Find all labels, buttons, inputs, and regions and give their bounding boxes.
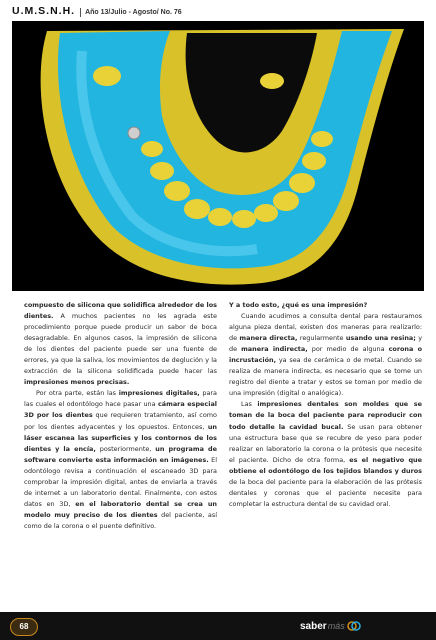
text-run: y de	[229, 334, 422, 354]
text-run: Cuando acudimos a consulta dental para restauramos alguna pieza dental, existen dos maneras para realizarlo: de	[229, 312, 422, 343]
text-run: de la boca del paciente para la elaboración de las prótesis dentales y coronas que el paciente necesite para completar la estructura dental de su cavidad oral.	[229, 477, 422, 508]
bold-text: impresiones menos precisas.	[24, 378, 130, 387]
header-divider	[80, 8, 81, 17]
bold-text: manera indirecta,	[241, 345, 308, 354]
text-run: para las cuales el odontólogo hace pasar una	[24, 389, 218, 409]
left-text-column	[24, 300, 217, 532]
bold-text: impresiones dentales son moldes que se toman de la boca del paciente para reproducir con todo detalle la cavidad bucal.	[229, 400, 422, 431]
bold-text: impresiones digitales,	[118, 389, 200, 398]
section-heading: Y a todo esto, ¿qué es una impresión?	[229, 301, 368, 309]
bold-text: corona o incrustación,	[229, 345, 422, 365]
logo-word-1: saber	[300, 620, 327, 632]
page-number: 68	[10, 618, 38, 636]
text-run: Las	[241, 400, 258, 409]
text-run: A muchos pacientes no les agrada este procedimiento porque puede producir un sabor de boca desagradable. En algunos casos, la impresión de silicona de los dientes del paciente puede ser una fuente de errores, ya que la saliva, los movimientos de deglución y la extracción de la silicona solidificada puede hacer las	[24, 312, 217, 376]
bold-text: en el laboratorio dental se crea un modelo muy preciso de los dientes	[24, 499, 217, 519]
bold-text: un programa de software convierte esta información en imágenes.	[24, 444, 217, 464]
text-run: del paciente, así como de la corona o el puente definitivo.	[24, 510, 217, 530]
text-run: Por otra parte, están las	[36, 389, 119, 398]
text-run: El odontólogo revisa a continuación el escaneado 3D para comprobar la impresión digital, antes de enviarla a través de internet a un laboratorio dental. Finalmente, con estos datos en 3D,	[24, 455, 217, 508]
bold-text: un láser escanea las superficies y los contornos de los dientes y la encía,	[24, 422, 217, 453]
publication-brand: U.M.S.N.H.	[12, 5, 76, 17]
text-run: que requieren tratamiento, así como por los dientes adyacentes y los opuestos. Entonces,	[24, 411, 217, 431]
dental-impression-photo	[12, 21, 424, 291]
page-footer	[0, 612, 436, 640]
bold-text: compuesto de silicona que solidifica alrededor de los dientes.	[24, 301, 217, 321]
logo-mark-icon	[347, 619, 361, 633]
running-header	[12, 5, 424, 19]
bold-text: cámara especial 3D por los dientes	[24, 400, 217, 420]
paragraph	[229, 399, 422, 509]
dental-impression-illustration	[12, 21, 424, 291]
bold-text: manera directa,	[239, 334, 298, 343]
paragraph	[24, 388, 217, 532]
bold-text: es el negativo que obtiene el odontólogo de los tejidos blandos y duros	[229, 455, 422, 475]
text-run: ya sea de cerámica o de metal. Cuando se realiza de manera indirecta, es necesario que se tome un registro del diente a tratar y estos se toman por medio de una impresión (digital o analógica).	[229, 356, 422, 398]
logo-word-2: más	[327, 621, 345, 631]
right-text-column	[229, 300, 422, 510]
issue-info: Año 13/Julio - Agosto/ No. 76	[85, 9, 182, 16]
paragraph	[229, 311, 422, 399]
text-run: por medio de alguna	[307, 345, 389, 354]
text-run: Se usan para obtener una estructura base que se recubre de yeso para poder realizar en laboratorio la corona o la prótesis que necesite el paciente. Dicho de otra forma,	[229, 422, 422, 464]
bold-text: usando una resina;	[345, 334, 416, 343]
magazine-logo	[300, 619, 361, 633]
text-run: regularmente	[297, 334, 346, 343]
paragraph	[24, 300, 217, 388]
text-run: posteriormente,	[95, 444, 156, 453]
